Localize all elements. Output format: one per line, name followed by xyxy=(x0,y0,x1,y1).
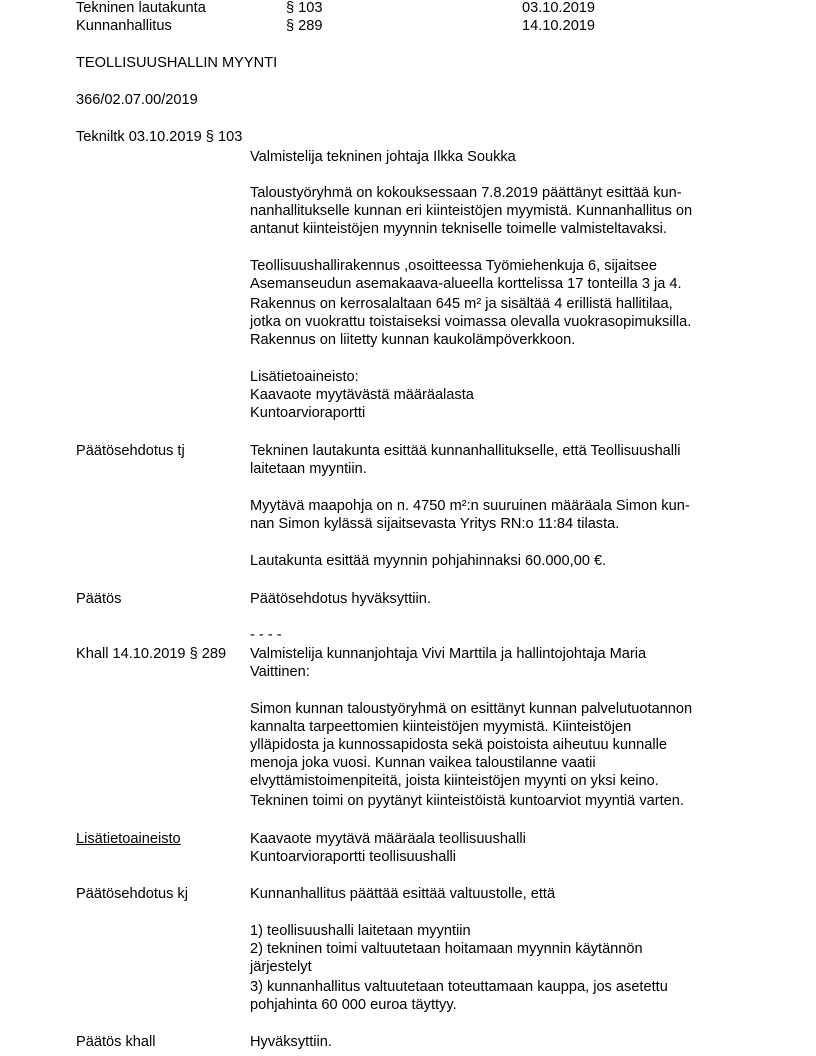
header-section-1: § 103 xyxy=(286,0,323,16)
tekniltk-attachment-item: Kuntoarvioraportti xyxy=(250,405,366,421)
tekniltk-proposal-label: Päätösehdotus tj xyxy=(76,443,185,459)
khall-proposal-item: 3) kunnanhallitus valtuutetaan toteuttamaan kauppa, jos asetettu xyxy=(250,979,668,995)
khall-para1-line: menoja joka vuosi. Kunnan vaikea taloustilanne vaatii xyxy=(250,755,596,771)
tekniltk-para1-line: nanhallitukselle kunnan eri kiinteistöjen myymistä. Kunnanhallitus on xyxy=(250,203,693,219)
header-body-2: Kunnanhallitus xyxy=(76,18,172,34)
tekniltk-para2-line: jotka on vuokrattu toistaiseksi voimassa olevalla vuokrasopimuksilla. xyxy=(250,314,692,330)
khall-attachment-item: Kuntoarvioraportti teollisuushalli xyxy=(250,849,457,865)
khall-proposal-label: Päätösehdotus kj xyxy=(76,886,188,902)
tekniltk-proposal2-line: nan Simon kylässä sijaitsevasta Yritys RN:o 11:84 tilasta. xyxy=(250,516,620,532)
khall-decision: Hyväksyttiin. xyxy=(250,1034,332,1050)
tekniltk-decision-label: Päätös xyxy=(76,591,122,607)
tekniltk-para2-line: Asemanseudun asemakaava-alueella korttelissa 17 tonteilla 3 ja 4. xyxy=(250,276,682,292)
section-separator: - - - - xyxy=(250,627,282,643)
tekniltk-attachments-label: Lisätietoaineisto: xyxy=(250,369,359,385)
tekniltk-heading: Tekniltk 03.10.2019 § 103 xyxy=(76,129,243,145)
khall-attachments-label: Lisätietoaineisto xyxy=(76,831,181,847)
header-body-1: Tekninen lautakunta xyxy=(76,0,206,16)
header-section-2: § 289 xyxy=(286,18,323,34)
khall-proposal: Kunnanhallitus päättää esittää valtuustolle, että xyxy=(250,886,556,902)
tekniltk-para2-line: Rakennus on liitetty kunnan kaukolämpöverkkoon. xyxy=(250,332,576,348)
khall-para1-line: Simon kunnan taloustyöryhmä on esittänyt kunnan palvelutuotannon xyxy=(250,701,693,717)
khall-proposal-item: 2) tekninen toimi valtuutetaan hoitamaan myynnin käytännön xyxy=(250,941,643,957)
tekniltk-decision: Päätösehdotus hyväksyttiin. xyxy=(250,591,431,607)
tekniltk-para1-line: antanut kiinteistöjen myynnin tekniselle toimelle valmisteltavaksi. xyxy=(250,221,667,237)
khall-preparer-line: Vaittinen: xyxy=(250,664,310,680)
khall-para1-line: elvyttämistoimenpiteitä, joista kiinteistöjen myynti on yksi keino. xyxy=(250,773,659,789)
header-date-1: 03.10.2019 xyxy=(522,0,596,16)
tekniltk-para2-line: Teollisuushallirakennus ,osoitteessa Työmiehenkuja 6, sijaitsee xyxy=(250,258,657,274)
header-date-2: 14.10.2019 xyxy=(522,18,596,34)
khall-para1-line: kannalta tarpeettomien kiinteistöjen myymistä. Kiinteistöjen xyxy=(250,719,632,735)
khall-attachment-item: Kaavaote myytävä määräala teollisuushalli xyxy=(250,831,526,847)
khall-heading: Khall 14.10.2019 § 289 xyxy=(76,646,227,662)
khall-para1-line: ylläpidosta ja kunnossapidosta sekä poistoista aiheutuu kunnalle xyxy=(250,737,668,753)
document-title: TEOLLISUUSHALLIN MYYNTI xyxy=(76,55,278,71)
tekniltk-proposal3: Lautakunta esittää myynnin pohjahinnaksi 60.000,00 €. xyxy=(250,553,607,569)
diary-number: 366/02.07.00/2019 xyxy=(76,92,198,108)
khall-para1-line: Tekninen toimi on pyytänyt kiinteistöistä kuntoarviot myyntiä varten. xyxy=(250,793,684,809)
tekniltk-proposal-line: laitetaan myyntiin. xyxy=(250,461,367,477)
tekniltk-para2-line: Rakennus on kerrosalaltaan 645 m² ja sisältää 4 erillistä hallitilaa, xyxy=(250,296,673,312)
tekniltk-proposal-line: Tekninen lautakunta esittää kunnanhallitukselle, että Teollisuushalli xyxy=(250,443,681,459)
khall-proposal-item: pohjahinta 60 000 euroa täyttyy. xyxy=(250,997,457,1013)
tekniltk-attachment-item: Kaavaote myytävästä määräalasta xyxy=(250,387,474,403)
khall-decision-label: Päätös khall xyxy=(76,1034,156,1050)
khall-proposal-item: 1) teollisuushalli laitetaan myyntiin xyxy=(250,923,471,939)
tekniltk-preparer: Valmistelija tekninen johtaja Ilkka Soukka xyxy=(250,149,516,165)
khall-preparer-line: Valmistelija kunnanjohtaja Vivi Marttila ja hallintojohtaja Maria xyxy=(250,646,647,662)
khall-proposal-item: järjestelyt xyxy=(250,959,312,975)
tekniltk-para1-line: Taloustyöryhmä on kokouksessaan 7.8.2019 päättänyt esittää kun- xyxy=(250,185,682,201)
tekniltk-proposal2-line: Myytävä maapohja on n. 4750 m²:n suuruinen määräala Simon kun- xyxy=(250,498,690,514)
